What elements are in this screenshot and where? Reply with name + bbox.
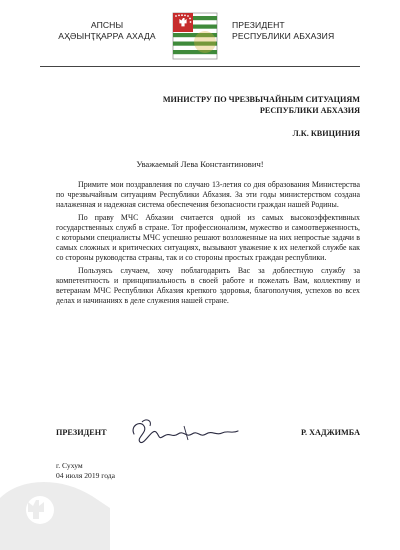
header-left-line: АПСНЫ: [90, 20, 124, 30]
addressee-name: Л.К. КВИЦИНИЯ: [292, 129, 360, 138]
header-left-block: [52, 20, 162, 42]
header-right-block: [232, 20, 360, 42]
letter-date: 04 июля 2019 года: [56, 470, 116, 480]
header-left-line: АҲӘЫНҬҚАРРА АХАДА: [58, 31, 156, 41]
addressee-block: [150, 95, 360, 140]
letter-body: [56, 180, 360, 308]
signer-title: ПРЕЗИДЕНТ: [56, 428, 107, 437]
body-paragraph: Примите мои поздравления по случаю 13-летия со дня образования Министерства по чрезвычайным ситуациям Республики Абхазия. За эти годы министерством создана налаженная и надежная система обеспечения безопасности граждан нашей Родины.: [56, 180, 360, 210]
abkhazia-emblem-icon: [172, 12, 218, 60]
addressee-line: РЕСПУБЛИКИ АБХАЗИЯ: [259, 105, 360, 115]
greeting: Уважаемый Лева Константинович!: [136, 159, 264, 169]
emblem-watermark-icon: [0, 468, 110, 550]
header-divider: [40, 66, 360, 67]
header-right-line: ПРЕЗИДЕНТ: [232, 20, 285, 30]
place-city: г. Сухум: [56, 461, 83, 470]
signature-row: [56, 420, 360, 450]
addressee-line: МИНИСТРУ ПО ЧРЕЗВЫЧАЙНЫМ СИТУАЦИЯМ: [162, 95, 360, 104]
handwritten-signature-icon: [126, 416, 246, 448]
header-right-line: РЕСПУБЛИКИ АБХАЗИЯ: [232, 31, 335, 41]
signer-name: Р. ХАДЖИМБА: [301, 428, 360, 437]
body-paragraph: Пользуясь случаем, хочу поблагодарить Вас за доблестную службу за компетентность и принципиальность в своей работе и пожелать Вам, коллективу и ветеранам МЧС Республики Абхазия крепкого здоровья, благополучия, успехов во всех делах и начинаниях в деле служения нашей стране.: [56, 265, 360, 306]
body-paragraph: По праву МЧС Абхазии считается одной из самых высокоэффективных государственных служб в стране. Тот профессионализм, мужество и самоотверженность, с которыми специалисты МЧС успешно решают возложенные на них непростые задачи в самых сложных и критических ситуациях, вызывают уважение к их нелегкой службе как со стороны руководства страны, так и со стороны простых граждан республики.: [56, 212, 360, 263]
